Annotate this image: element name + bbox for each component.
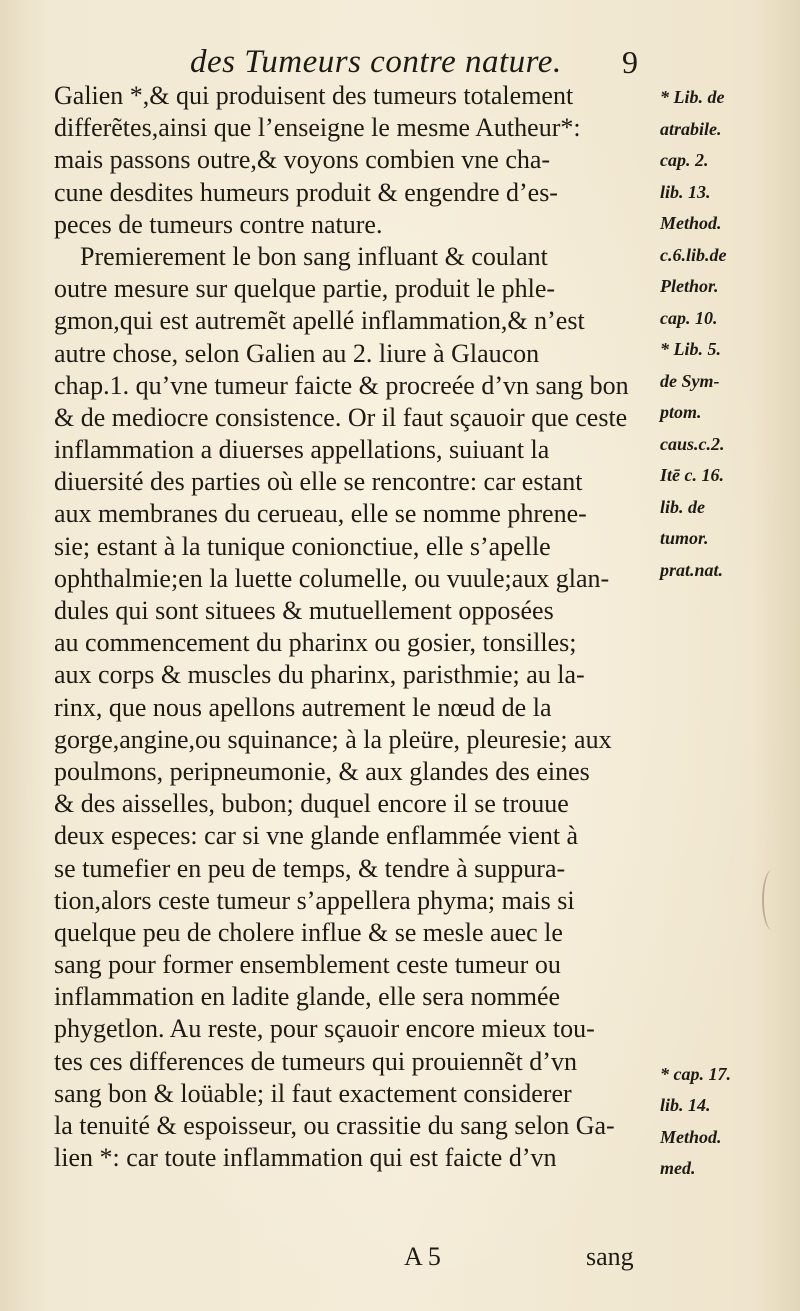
margin-note [660,933,800,965]
catchword: sang [586,1242,634,1271]
text-line: & de mediocre consistence. Or il faut sçauoir que ceste [54,402,628,432]
margin-note: prat.nat. [660,559,724,580]
margin-note: Plethor. [660,276,719,296]
text-line: Premierement le bon sang influant & coulant [80,241,548,271]
margin-note: * Lib. de [660,87,725,107]
running-title: des Tumeurs contre nature. [190,44,562,80]
text-line: inflammation a diuerses appellations, suiuant la [54,435,550,465]
margin-note: Itē c. 16. [660,465,724,485]
signature-mark: A 5 [404,1242,441,1271]
margin-note: lib. 13. [660,181,711,202]
text-line: deux especes: car si vne glande enflammée vient à [54,821,579,851]
margin-note [660,775,800,807]
margin-note [660,681,800,713]
text-line: sang pour former ensemblement ceste tumeur ou [54,950,561,980]
text-line: mais passons outre,& voyons combien vne cha- [54,145,551,175]
text-line: gorge,angine,ou squinance; à la pleüre, pleuresie; aux [54,724,612,754]
margin-note: * cap. 17. [660,1063,731,1084]
text-line: rinx, que nous apellons autrement le nœud de la [54,692,552,722]
text-line: Galien *,& qui produisent des tumeurs totalement [54,81,574,110]
text-line: inflammation en ladite glande, elle sera nommée [54,982,561,1012]
text-line: phygetlon. Au reste, pour sçauoir encore mieux tou- [54,1014,595,1044]
page-number: 9 [622,44,638,80]
margin-note [660,807,800,839]
text-line: au commencement du pharinx ou gosier, tonsilles; [54,628,577,658]
margin-note: cap. 10. [660,307,718,328]
margin-note [660,712,800,744]
text-line: lien *: car toute inflammation qui est faicte d’vn [54,1143,557,1173]
margin-note: c.6.lib.de [660,244,727,265]
text-line: ophthalmie;en la luette columelle, ou vuule;aux glan- [54,563,610,593]
text-line: & des aisselles, bubon; duquel encore il se trouue [54,789,569,819]
text-line: sang bon & loüable; il faut exactement considerer [54,1078,572,1108]
margin-note: med. [660,1158,696,1178]
margin-bracket-mark [762,870,782,930]
text-line: chap.1. qu’vne tumeur faicte & procreée d’vn sang bon [54,370,629,400]
margin-note [660,1027,800,1059]
text-line: aux membranes du cerueau, elle se nomme phrene- [54,499,587,529]
margin-note [660,744,800,776]
text-line: outre mesure sur quelque partie, produit le phle- [54,274,556,304]
text-line: cune desdites humeurs produit & engendre d’es- [54,177,558,207]
margin-notes [660,82,800,1185]
text-line: sie; estant à la tunique conionctiue, elle s’apelle [54,531,551,561]
margin-note [660,586,800,618]
text-line: dules qui sont situees & mutuellement opposées [54,596,554,625]
margin-note [660,838,800,870]
margin-note: Method. [660,1126,722,1147]
body-text [54,80,654,1174]
text-line: tion,alors ceste tumeur s’appellera phyma; mais si [54,885,575,915]
text-line: gmon,qui est autremẽt apellé inflammation,& n’est [54,306,585,336]
text-line: poulmons, peripneumonie, & aux glandes des eines [54,756,590,786]
text-line: peces de tumeurs contre nature. [54,209,383,239]
text-line: aux corps & muscles du pharinx, paristhmie; au la- [54,660,585,690]
margin-note: lib. de [660,496,705,517]
text-line: tes ces differences de tumeurs qui prouiennẽt d’vn [54,1046,577,1076]
margin-note [660,618,800,650]
text-line: autre chose, selon Galien au 2. liure à Glaucon [54,338,540,368]
text-line: quelque peu de cholere influe & se mesle auec le [54,917,563,947]
margin-note: caus.c.2. [660,433,725,454]
margin-note [660,996,800,1028]
margin-note: de Sym- [660,370,720,391]
margin-note: * Lib. 5. [660,339,721,359]
margin-note [660,649,800,681]
margin-note: Method. [660,213,722,233]
margin-note: tumor. [660,528,709,548]
margin-note: lib. 14. [660,1095,711,1115]
text-line: differẽtes,ainsi que l’enseigne le mesme Autheur*: [54,113,581,143]
margin-note: cap. 2. [660,150,709,170]
text-line: la tenuité & espoisseur, ou crassitie du sang selon Ga- [54,1111,615,1140]
text-line: diuersité des parties où elle se rencontre: car estant [54,467,583,497]
margin-note [660,964,800,996]
margin-note: ptom. [660,402,702,422]
margin-note: atrabile. [660,118,722,139]
text-line: se tumefier en peu de temps, & tendre à suppura- [54,853,566,883]
